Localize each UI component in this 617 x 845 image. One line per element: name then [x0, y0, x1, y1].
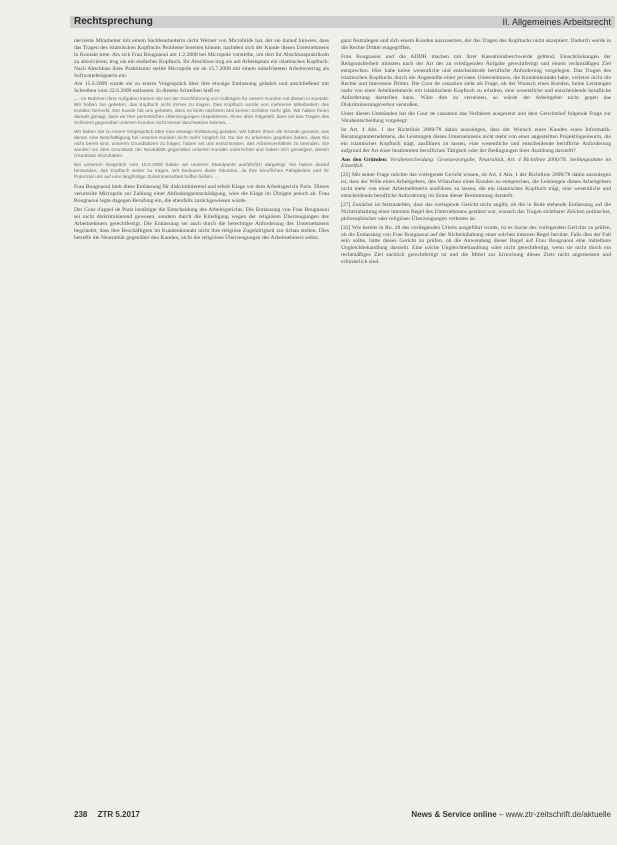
body-paragraph: [25] Mit seiner Frage möchte das vorlegende Gericht wissen, ob Art. 4 Abs. 1 der Richtlinie 2000/78 dahin auszulegen ist, dass der Wille eines Arbeitgebers, den Wünschen eines Kunden zu entsprechen, die Leistungen dieses Arbeitgebers nicht mehr von einer Arbeitnehmerin ausführen zu lassen, die ein islamisches Kopftuch trägt, eine wesentliche und entscheidende berufliche Anforderung im Sinne dieser Bestimmung darstellt. [341, 172, 611, 200]
footer-url[interactable]: – www.ztr-zeitschrift.de/aktuelle [498, 810, 611, 819]
journal-label: ZTR 5.2017 [97, 810, 140, 819]
body-paragraph: [27] Zunächst ist festzustellen, dass das vorlegende Gericht nicht angibt, ob die in Rede stehende Entlassung auf die Nichteinhaltung einer internen Regel des Unternehmens gestützt war, wonach das Tragen sichtbarer Zeichen politischer, philosophischer oder religiöser Überzeugungen verboten ist. [341, 201, 611, 222]
body-paragraph: nervierte Mitarbeiter mit einem Sachbearbeiterin nicht Werner von Microbilde hat, der sie darauf hinwies, dass das Tragen des islamischen Kopftuchs Probleme bereiten könnte, nachdem sich der Kunde dieses Unternehmens in Kontakt trete. Als sich Frau Bougnaoui am 1.2.2008 bei Micropole vorstellte, um dort ihr Abschlusspraktikum zu absolvieren, trug sie ein einfaches Kopftuch. Ihr Abschluss trug sie am Arbeitsplatz ein islamisches Kopftuch. Nach Abschluss ihres Praktikums stellte Micropole sie ab 15.7.2008 mit einem unbefristeten Arbeitsvertrag als Softwaredesignerin ein. [74, 38, 329, 79]
inline-heading: Aus den Gründen: [341, 156, 388, 163]
footer-left [74, 810, 148, 819]
body-paragraph: Ist Art. 4 Abs. 1 der Richtlinie 2000/78 dahin auszulegen, dass der Wunsch eines Kunden eines Informatik-Beratungsunternehmens, die Leistungen dieses Unternehmens nicht mehr von einer angestellten Projektingenieurin, die ein islamisches Kopftuch trägt, ausführen zu lassen, eine wesentliche und entscheidende berufliche Anforderung aufgrund der Art einer bestimmten beruflichen Tätigkeit oder der Bedingungen ihrer Ausübung darstellt? [341, 126, 611, 154]
body-paragraph: Unter diesen Umständen hat die Cour de cassation das Verfahren ausgesetzt und dem Gerichtshof folgende Frage zur Vorabentscheidung vorgelegt: [341, 111, 611, 124]
heading-text: Vorabentscheidung: Gesetzesvorgabe, Neutralität, Art. 4 Richtlinie 2000/78. Stellungnahme im Einzelfall. [341, 156, 611, 170]
quoted-paragraph: „... Im Rahmen Ihrer Aufgaben kamen Sie bei der Durchführung von Aufträgen für unsere Kunden mit diesen in Kontakt. Wir haben Sie gebeten, das Kopftuch nicht immer zu tragen. Das Kopftuch wurde von mehreren Mitarbeitern des Kunden bemerkt. Der Kunde hat uns gebeten, dass es beim nächsten Mal keinen Schleier mehr gibt. Wir haben Ihnen damals gesagt, dass wir Ihre persönlichen Überzeugungen respektieren, Ihnen aber mitgeteilt, dass wir das Tragen des Schleiers gegenüber unseren Kunden nicht immer durchsetzen können, ... [74, 97, 329, 127]
section-heading-paragraph [341, 157, 611, 171]
quoted-paragraph: Bei unserem Gespräch vom 15.6.2009 haben wir unseren Standpunkt ausführlich dargelegt. Sie haben darauf bestanden, das Kopftuch weiter zu tragen. Wir bedauern diese Situation, da Ihre beruflichen Fähigkeiten und Ihr Potenzial uns auf eine langfristige Zusammenarbeit hoffen ließen. ... [74, 163, 329, 181]
body-paragraph: Frau Bougnaoui hielt diese Entlassung für diskriminierend und erhob Klage vor dem Arbeitsgericht Paris. Dieses verurteilte Micropole zur Zahlung einer Abfindungsentschädigung, wies die Klage im Übrigen jedoch ab. Frau Bougnaoui legte dagegen Berufung ein, die ebenfalls zurückgewiesen wurde. [74, 184, 329, 205]
quoted-paragraph: Wir haben Sie zu einem Vorgespräch über eine etwaige Entlassung geladen. Wir haben Ihnen die Gründe genannt, aus denen eine Beschäftigung bei unseren Kunden nicht mehr möglich ist. Da Sie zu erkennen gegeben haben, dass Sie nicht bereit sind, unseren Grundsätzen zu folgen, haben wir uns entschlossen, das Arbeitsverhältnis zu beenden. Sie wurden vor dem Grundsatz der Neutralität gegenüber unseren Kunden unterrichtet und haben sich geweigert, diesen Grundsatz einzuhalten. [74, 130, 329, 160]
footer-right [411, 810, 611, 819]
section-title-left: Rechtsprechung [74, 16, 153, 27]
left-column [74, 38, 329, 778]
body-paragraph: Am 15.6.2009 wurde sie zu einem Vorgespräch über ihre etwaige Entlassung geladen und anschließend mit Schreiben vom 22.6.2009 entlassen. In diesem Schreiben hieß es: [74, 81, 329, 95]
news-label: News & Service online [411, 810, 497, 819]
right-column [341, 38, 611, 770]
page-number: 238 [74, 810, 88, 819]
body-paragraph: Der Cour d'appel de Paris bestätigte die Entscheidung des Arbeitsgerichts. Die Entlassung von Frau Bougnaoui sei nicht diskriminierend gewesen, sondern durch die Kündigung wegen der religiösen Überzeugungen des Arbeitnehmers gerechtfertigt. Die Entlassung sei auch durch die berechtigte Anforderung des Unternehmens begründet, dass ihre Beschäftigten im Kundenkontakt nicht ihre religiöse Zugehörigkeit zur Schau stellen. Dies betreffe die Neutralität gegenüber den Kunden, nicht die religiösen Überzeugungen des Arbeitnehmers selbst. [74, 206, 329, 241]
section-title-right: II. Allgemeines Arbeitsrecht [502, 17, 611, 27]
body-paragraph: Frau Bougnaoui und die ADDH machen mit ihrer Kassationsbeschwerde geltend, Einschränkungen der Religionsfreiheit müssten nach der Art der zu erledigenden Aufgabe gerechtfertigt und einem rechtmäßigen Ziel entsprechen. Hier habe keine wesentliche und entscheidende berufliche Anforderung vorgelegen. Das Tragen des islamischen Kopftuchs durch die Angestellte einer privaten Unternehmens, die Kundenkontakt habe, verletze nicht die Rechte und Interessen Dritter. Die Cour de cassation sieht als Frage, ob der Wunsch eines Kunden, keine Leistungen mehr von einer Arbeitnehmerin mit islamischem Kopftuch zu erhalten, eine wesentliche und entscheidende berufliche Anforderung darstellen kann. Wäre dies zu verneinen, so würde der Arbeitgeber nicht gegen das Diskriminierungsverbot verstoßen. [341, 53, 611, 109]
body-paragraph: [32] Wie bereits in Rn. 28 des vorliegenden Urteils ausgeführt wurde, ist es Sache des vorlegenden Gerichts zu prüfen, ob die Entlassung von Frau Bougnaoui auf der Nichteinhaltung einer solchen internen Regel beruhte. Falls dies der Fall sein sollte, hätte dieses Gericht zu prüfen, ob die Anwendung dieser Regel auf Frau Bougnaoui eine mittelbare Ungleichbehandlung darstellt. Eine solche Ungleichbehandlung wäre nicht gerechtfertigt, wenn sie nicht durch ein rechtmäßiges Ziel sachlich gerechtfertigt ist und die Mittel zur Erreichung dieses Ziels nicht angemessen und erforderlich sind. [341, 224, 611, 266]
body-paragraph: ganz festzulegen und sich einem Kunden auszusetzen, der das Tragen des Kopftuchs nicht akzeptiert. Dadurch werde in die Rechte Dritter eingegriffen. [341, 38, 611, 51]
